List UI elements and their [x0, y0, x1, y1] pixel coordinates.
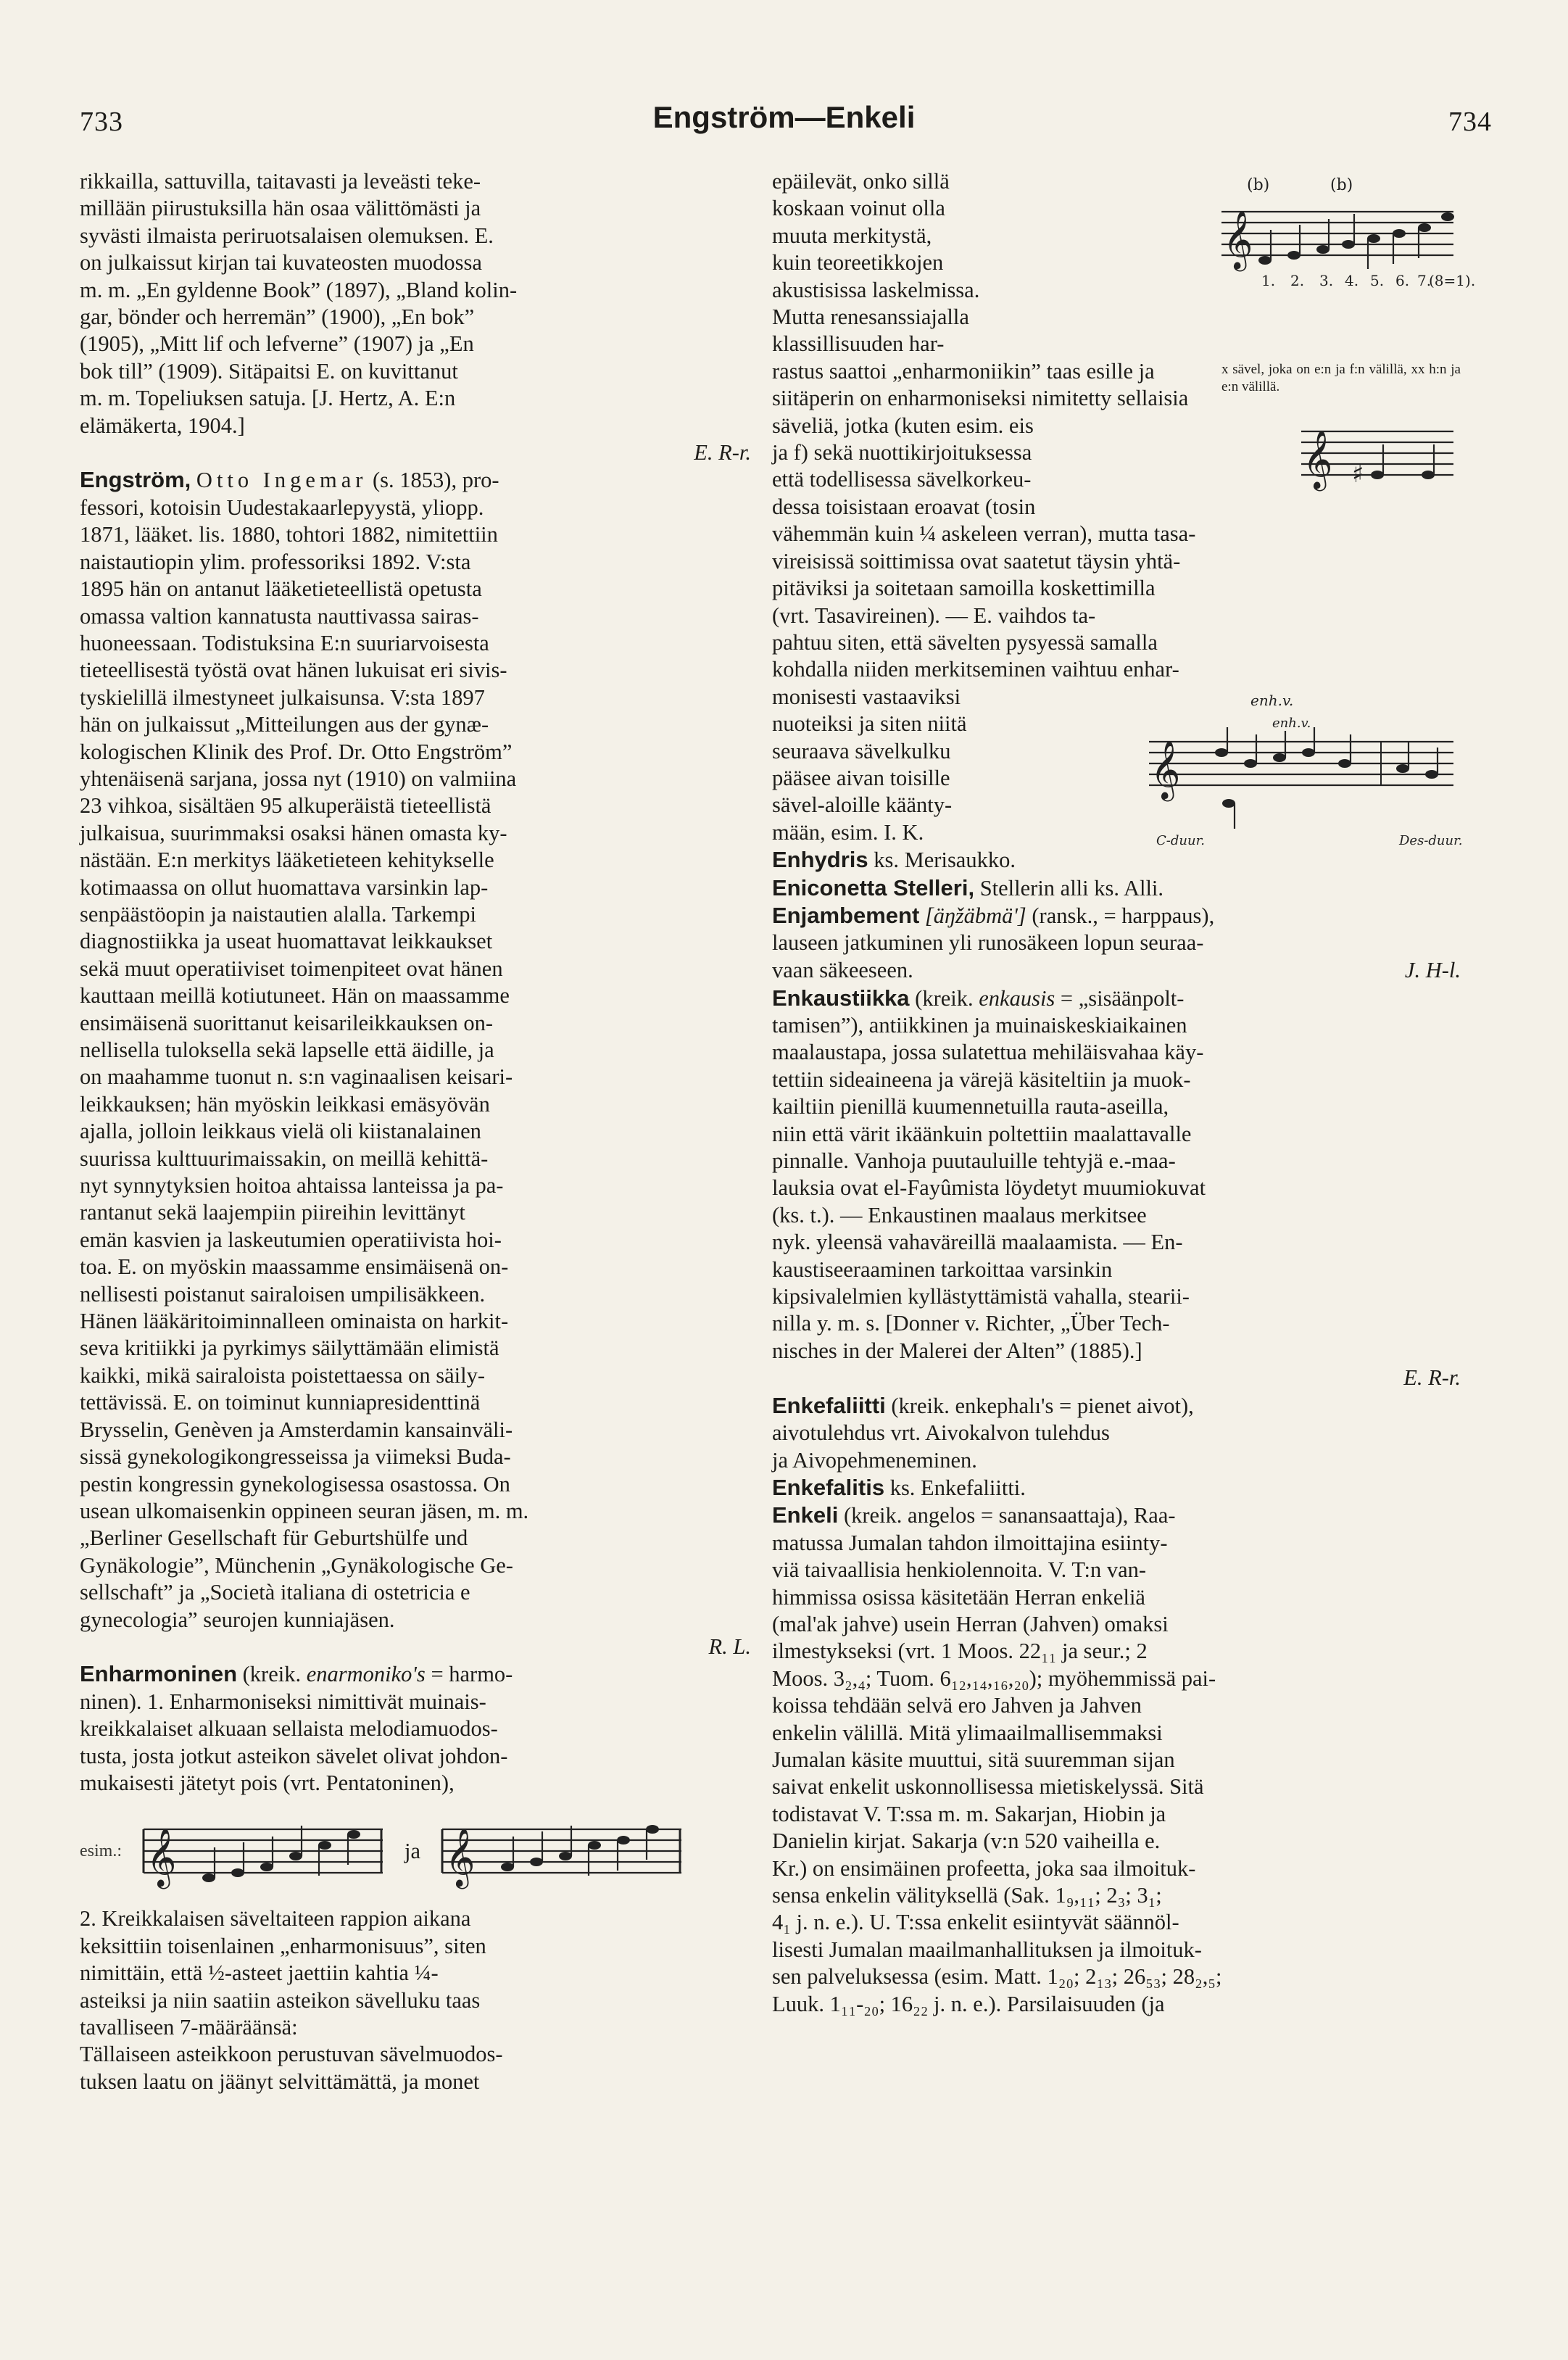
svg-text:enh.v.: enh.v. — [1250, 691, 1294, 709]
engstrom-biography-text — [80, 494, 751, 1634]
text-line: m. m. Topeliuksen satuja. [J. Hertz, A. E:n — [80, 386, 456, 411]
text-line: kologischen Klinik des Prof. Dr. Otto Engström” — [80, 739, 513, 764]
text-fragment: (kreik. angelos = sanansaattaja), Raa- — [838, 1503, 1176, 1528]
figure-modulation — [1142, 684, 1461, 857]
text-line: omassa valtion kannatusta nauttivassa sairas- — [80, 603, 479, 629]
text-line: (1905), „Mitt lif och lefverne” (1907) ja „En — [80, 331, 474, 357]
figure-eis-f — [1294, 410, 1461, 503]
text-line: rikkailla, sattuvilla, taitavasti ja leveästi teke- — [80, 169, 481, 194]
text-line: lauksia ovat el-Fayûmista löydetyt muumiokuvat — [772, 1175, 1206, 1201]
text-line: kotimaassa on ollut huomattava varsinkin lap- — [80, 874, 489, 900]
text-line: nästään. E:n merkitys lääketieteen kehitykselle — [80, 848, 494, 873]
text-line: niin että värit ikäänkuin poltettiin maalattavalle — [772, 1121, 1192, 1146]
text-line: emän kasvien ja laskeutumien operatiivista hoi- — [80, 1227, 502, 1252]
text-line: muuta merkitystä, — [772, 223, 932, 248]
signature: J. H-l. — [1404, 958, 1461, 983]
text-line: 4₁ j. n. e.). U. T:ssa enkelit esiintyvät säännöl- — [772, 1910, 1179, 1935]
text-line: gynecologia” seurojen kunniajäsen. — [80, 1607, 395, 1632]
text-line: „Berliner Gesellschaft für Geburtshülfe und — [80, 1525, 468, 1551]
svg-text:5.: 5. — [1370, 272, 1385, 289]
svg-text:(b): (b) — [1247, 176, 1270, 194]
entry-enkaustiikka: Enkaustiikka (kreik. enkausis = „sisäänpolt- — [772, 985, 1185, 1011]
text-line: 1895 hän on antanut lääketieteellistä opetusta — [80, 576, 482, 602]
text-line: julkaisua, suurimmaksi osaksi hänen omasta ky- — [80, 820, 507, 845]
text-line: koskaan voinut olla — [772, 196, 945, 221]
headword: Engström, — [80, 467, 191, 493]
text-line: nyt synnytyksien hoitoa ahtaissa lanteissa ja pa- — [80, 1173, 504, 1198]
entry-line — [772, 874, 1461, 902]
entry-enkefaliitti — [772, 1392, 1461, 1420]
text-line: usean ulkomaisenkin oppineen seuran jäsen, m. m. — [80, 1498, 529, 1523]
text-line: dessa toisistaan eroavat (tosin — [772, 494, 1036, 519]
entry-enkeli — [772, 1502, 1461, 1529]
text-line: (vrt. Tasavireinen). — E. vaihdos ta- — [772, 603, 1096, 628]
text-line: 23 vihkoa, sisältäen 95 alkuperäistä tieteellistä — [80, 793, 491, 819]
text-line: tieteellisestä työstä ovat hänen lukuisat eri sivis- — [80, 658, 507, 683]
enharmoninen-continued — [80, 1905, 751, 2095]
text-line: että todellisessa sävelkorkeu- — [772, 467, 1032, 492]
signature: E. R-r. — [694, 440, 751, 465]
treble-clef-icon: 𝄞 — [1223, 210, 1253, 269]
text-line: naistautiopin ylim. professoriksi 1892. V:sta — [80, 549, 471, 574]
text-line: tusta, josta jotkut asteikon sävelet olivat johdon- — [80, 1743, 508, 1768]
text-line: kipsivalelmien kyllästyttämistä vahalla, stearii- — [772, 1284, 1190, 1309]
entry-enkefalitis — [772, 1474, 1461, 1502]
text-line: vireisissä soittimissa ovat saatetut täysin yhtä- — [772, 548, 1181, 574]
text-line: Hänen lääkäritoiminnalleen ominaista on harkit- — [80, 1309, 509, 1334]
headword: Enkefaliitti — [772, 1392, 886, 1418]
enkeli-text — [772, 1530, 1461, 2018]
headword: Enharmoninen — [80, 1661, 238, 1687]
entry-engstrom-otto — [80, 466, 751, 494]
svg-text:7.: 7. — [1417, 272, 1432, 289]
svg-text:(b): (b) — [1330, 176, 1353, 194]
text-line: Tällaiseen asteikkoon perustuvan sävelmuodos- — [80, 2042, 503, 2067]
text-line: sellschaft” ja „Società italiana di ostetricia e — [80, 1580, 470, 1605]
music-figure-modulation — [1142, 684, 1461, 850]
text-line: ensimäisenä suorittanut keisarileikkauksen on- — [80, 1010, 494, 1035]
headword: Enkaustiikka — [772, 985, 910, 1011]
text-line: aivotulehdus vrt. Aivokalvon tulehdus — [772, 1420, 1110, 1446]
text-line: nisches in der Malerei der Alten” (1885).] — [772, 1338, 1142, 1363]
svg-text:(8=1).: (8=1). — [1429, 272, 1476, 289]
text-line: suurissa kulttuurimaissakin, on meillä kehittä- — [80, 1146, 489, 1171]
svg-text:1.: 1. — [1261, 272, 1276, 289]
greek-term: enkausis — [979, 985, 1055, 1011]
svg-text:♯: ♯ — [1352, 459, 1364, 489]
headword: Enkeli — [772, 1502, 839, 1528]
text-fragment: (kreik. — [237, 1662, 307, 1687]
text-line: mään, esim. I. K. — [772, 819, 924, 845]
text-line: sävel-aloille käänty- — [772, 792, 953, 818]
text-line: 2. Kreikkalaisen säveltaiteen rappion aikana — [80, 1906, 471, 1932]
text-line: Danielin kirjat. Sakarja (v:n 520 vaiheilla e. — [772, 1829, 1161, 1854]
text-line: matussa Jumalan tahdon ilmoittajina esiinty- — [772, 1530, 1168, 1555]
text-line: Moos. 3₂,₄; Tuom. 6₁₂,₁₄,₁₆,₂₀); myöhemmissä pai- — [772, 1665, 1216, 1691]
text-line: nellisella tuloksella sekä lapselle että äidille, ja — [80, 1038, 494, 1062]
text-line: klassillisuuden har- — [772, 331, 945, 357]
text-fragment: (s. 1853), pro- — [373, 468, 499, 493]
signature: R. L. — [708, 1634, 751, 1659]
headword: Eniconetta Stelleri, — [772, 874, 975, 900]
text-line: yhtenäisenä sarjana, jossa nyt (1910) on valmiina — [80, 766, 517, 791]
text-line: lauseen jatkuminen yli runosäkeen lopun seuraa- — [772, 930, 1204, 956]
text-line: himmissa osissa käsitetään Herran enkeliä — [772, 1584, 1145, 1610]
text-line: (ks. t.). — Enkaustinen maalaus merkitsee — [772, 1202, 1147, 1227]
text-line: rantanut sekä laajempiin piireihin levittänyt — [80, 1200, 465, 1225]
text-line: kaustiseeraaminen tarkoittaa varsinkin — [772, 1256, 1113, 1282]
text-line: todistavat V. T:ssa m. m. Sakarjan, Hiobin ja — [772, 1801, 1166, 1826]
text-line: tuksen laatu on jäänyt selvittämättä, ja monet — [80, 2069, 480, 2094]
text-line: senpäästöopin ja naistautien alalla. Tarkempi — [80, 901, 476, 927]
text-line: bok till” (1909). Sitäpaitsi E. on kuvittanut — [80, 358, 458, 384]
text-line: seuraava sävelkulku — [772, 738, 951, 763]
svg-text:4.: 4. — [1345, 272, 1359, 289]
music-staff-example-2 — [442, 1808, 681, 1895]
example-label: esim.: — [80, 1841, 122, 1860]
text-fragment: (kreik. enkephalı's = pienet aivot), — [885, 1393, 1194, 1418]
headword: Enjambement — [772, 902, 920, 928]
text-line: pahtuu siten, että sävelten pysyessä samalla — [772, 629, 1158, 655]
text-line: gar, bönder och herremän” (1900), „En bok” — [80, 305, 475, 330]
text-fragment: ks. Merisaukko. — [868, 848, 1016, 873]
text-line: mukaisesti jätetyt pois (vrt. Pentatoninen), — [80, 1770, 455, 1795]
entry-enharmoninen — [80, 1660, 751, 1688]
text-line: sekä muut operatiiviset toimenpiteet ovat hänen — [80, 956, 503, 981]
text-line: ajalla, jolloin leikkaus vielä oli kiistanalainen — [80, 1119, 481, 1144]
text-line: millään piirustuksilla hän osaa välittömästi ja — [80, 196, 481, 221]
text-line: Gynäkologie”, Münchenin „Gynäkologische Ge- — [80, 1552, 513, 1578]
text-line: rastus saattoi „enharmoniikin” taas esille ja — [772, 358, 1155, 384]
spaced-name: Otto Ingemar — [196, 468, 368, 493]
text-line: kailtiin pienillä kuumennetuilla rauta-aseilla, — [772, 1094, 1169, 1119]
running-title: Engström—Enkeli — [652, 100, 916, 134]
text-line: nellisesti poistanut sairaloisen umpilisäkkeen. — [80, 1281, 486, 1307]
treble-clef-icon: 𝄞 — [445, 1827, 476, 1887]
signature: E. R-r. — [1403, 1365, 1461, 1391]
text-line: Kr.) on ensimäinen profeetta, joka saa ilmoituk- — [772, 1855, 1196, 1881]
right-column — [772, 168, 1476, 2018]
greek-term: enarmoniko's — [306, 1662, 426, 1687]
figure-scale — [1214, 168, 1476, 298]
svg-text:2.: 2. — [1290, 272, 1305, 289]
page-number-right: 734 — [1448, 107, 1492, 137]
text-line: leikkauksen; hän myöskin leikkasi emäsyövän — [80, 1091, 490, 1117]
enharmoninen-text — [80, 1689, 751, 1797]
text-line: keksittiin toisenlainen „enharmonisuus”, siten — [80, 1933, 486, 1958]
text-line: lisesti Jumalan maailmanhallituksen ja ilmoituk- — [772, 1937, 1202, 1962]
text-line: kauttaan meillä kotiutuneet. Hän on maassamme — [80, 983, 510, 1009]
text-line: tavalliseen 7-määräänsä: — [80, 2015, 298, 2040]
text-line: ninen). 1. Enharmoniseksi nimittivät muinais- — [80, 1689, 486, 1714]
text-fragment: (ransk., = harppaus), — [1026, 903, 1215, 928]
text-line: tettiin sideaineena ja värejä käsiteltiin ja muok- — [772, 1067, 1191, 1092]
text-line: akustisissa laskelmissa. — [772, 277, 980, 302]
text-line: nuoteiksi ja siten niitä — [772, 711, 967, 737]
text-line: ja f) sekä nuottikirjoituksessa — [772, 440, 1032, 465]
text-line: pinnalle. Vanhoja puutauluille tehtyjä e.-maa- — [772, 1148, 1176, 1174]
text-line: nyk. yleensä vahaväreillä maalaamista. — En- — [772, 1230, 1183, 1255]
text-line: nilla y. m. s. [Donner v. Richter, „Über Tech- — [772, 1311, 1170, 1336]
text-line: kreikkalaiset alkuaan sellaista melodiamuodos- — [80, 1716, 498, 1742]
figure-caption: x sävel, joka on e:n ja f:n välillä, xx h:n ja e:n välillä. — [1221, 361, 1461, 394]
page-header — [0, 100, 1568, 144]
text-line: asteiksi ja niin saatiin asteikon sävelluku taas — [80, 1987, 481, 2013]
text-line: toa. E. on myöskin maassamme ensimäisenä on- — [80, 1254, 509, 1280]
text-line: pääsee aivan toisille — [772, 765, 950, 790]
text-line: maalaustapa, jossa sulatettua mehiläisvahaa käy- — [772, 1040, 1204, 1065]
pronunciation: [äŋžäbmä'] — [924, 903, 1026, 928]
text-line: säveliä, jotka (kuten esim. eis — [772, 413, 1034, 438]
text-line: epäilevät, onko sillä — [772, 169, 950, 194]
text-line: m. m. „En gyldenne Book” (1897), „Bland kolin- — [80, 277, 518, 302]
text-line: (mal'ak jahve) usein Herran (Jahven) omaksi — [772, 1611, 1169, 1636]
svg-text:C-duur.: C-duur. — [1156, 832, 1205, 848]
conjunction: ja — [405, 1838, 421, 1863]
enharmoninen-right-body — [772, 494, 1461, 684]
text-fragment: Stellerin alli ks. Alli. — [974, 875, 1164, 900]
text-line: 1871, lääket. lis. 1880, tohtori 1882, nimitettiin — [80, 522, 498, 547]
text-line: enkelin välillä. Mitä ylimaailmallisemmaksi — [772, 1720, 1163, 1745]
text-line: Brysselin, Genèven ja Amsterdamin kansainväli- — [80, 1417, 513, 1442]
svg-text:6.: 6. — [1395, 272, 1410, 289]
text-line: seva kritiikki ja pyrkimys säilyttämään elimistä — [80, 1336, 499, 1361]
text-line: kaikki, mikä sairaloista poistettaessa on säily- — [80, 1362, 486, 1388]
text-line: pestin kongressin gynekologisessa osastossa. On — [80, 1471, 510, 1496]
text-line: huoneessaan. Todistuksina E:n suuriarvoisesta — [80, 630, 489, 655]
text-line: sissä gynekologikongresseissa ja viimeksi Buda- — [80, 1444, 511, 1470]
music-figure-scale — [1214, 168, 1476, 291]
text-line: vaan säkeeseen. — [772, 957, 913, 982]
music-examples-row — [80, 1804, 751, 1898]
treble-clef-icon: 𝄞 — [1303, 428, 1333, 489]
page-number-left: 733 — [80, 107, 123, 137]
note-group — [202, 1826, 360, 1882]
text-line: vähemmän kuin ¼ askeleen verran), mutta tasa- — [772, 521, 1196, 547]
text-line: syvästi ilmaista periruotsalaisen olemuksen. E. — [80, 223, 494, 248]
text-fragment: = harmo- — [425, 1662, 513, 1687]
text-line: Jumalan käsite muuttui, sitä suuremman sijan — [772, 1747, 1175, 1772]
headword: Enhydris — [772, 847, 868, 873]
text-line: diagnostiikka ja useat huomattavat leikkaukset — [80, 929, 493, 954]
treble-clef-icon: 𝄞 — [146, 1827, 177, 1887]
text-line: Luuk. 1₁₁-₂₀; 16₂₂ j. n. e.). Parsilaisuuden (ja — [772, 1991, 1165, 2016]
text-line: kohdalla niiden merkitseminen vaihtuu enhar- — [772, 657, 1179, 682]
text-line: koissa tehdään selvä ero Jahven ja Jahven — [772, 1693, 1142, 1718]
text-line: ilmestykseksi (vrt. 1 Moos. 22₁₁ ja seur.; 2 — [772, 1639, 1148, 1664]
text-line: on maahamme tuonut n. s:n vaginaalisen keisari- — [80, 1064, 513, 1090]
headword: Enkefalitis — [772, 1474, 885, 1500]
entry-enjambement — [772, 902, 1461, 929]
text-line: ja Aivopehmeneminen. — [772, 1447, 977, 1473]
svg-text:3.: 3. — [1319, 272, 1334, 289]
enkaustiikka-text — [772, 1012, 1461, 1365]
text-line: Mutta renesanssiajalla — [772, 305, 969, 330]
left-column — [80, 168, 751, 2095]
text-line: hän on julkaissut „Mitteilungen aus der gynæ- — [80, 712, 489, 737]
text-line: pitäviksi ja soitetaan samoilla koskettimilla — [772, 576, 1156, 601]
text-fragment: ks. Enkefaliitti. — [884, 1475, 1026, 1500]
text-line: elämäkerta, 1904.] — [80, 413, 245, 438]
text-line: nimittäin, että ½-asteet jaettiin kahtia ¼- — [80, 1961, 439, 1986]
text-line: sensa enkelin välityksellä (Sak. 1₉,₁₁; 2₃; 3₁; — [772, 1883, 1162, 1908]
text-line: fessori, kotoisin Uudestakaarlepyystä, yliopp. — [80, 494, 484, 520]
text-line: saivat enkelit uskonnollisessa mietiskelyssä. Sitä — [772, 1774, 1204, 1800]
text-line: on julkaissut kirjan tai kuvateosten muodossa — [80, 250, 482, 276]
text-line: tettävissä. E. on toiminut kunniapresidenttinä — [80, 1390, 481, 1415]
text-line: monisesti vastaaviksi — [772, 684, 961, 709]
text-line: tamisen”), antiikkinen ja muinaiskeskiaikainen — [772, 1013, 1187, 1038]
svg-text:enh.v.: enh.v. — [1272, 715, 1311, 731]
text-line: tyskielillä ilmestyneet julkaisunsa. V:sta 1897 — [80, 684, 485, 710]
text-line: kuin teoreetikkojen — [772, 250, 944, 276]
music-figure-eis-f — [1294, 410, 1461, 497]
music-staff-example-1 — [144, 1808, 383, 1895]
text-line: sen palveluksessa (esim. Matt. 1₂₀; 2₁₃; 26₅₃; 28₂,₅; — [772, 1964, 1222, 1990]
treble-clef-icon: 𝄞 — [1150, 739, 1181, 799]
text-line: viä taivaallisia henkiolennoita. V. T:n van- — [772, 1557, 1147, 1583]
text-line: siitäperin on enharmoniseksi nimitetty sellaisia — [772, 386, 1189, 411]
engstrom-artist-text — [80, 168, 751, 439]
svg-text:Des-duur.: Des-duur. — [1399, 832, 1463, 848]
